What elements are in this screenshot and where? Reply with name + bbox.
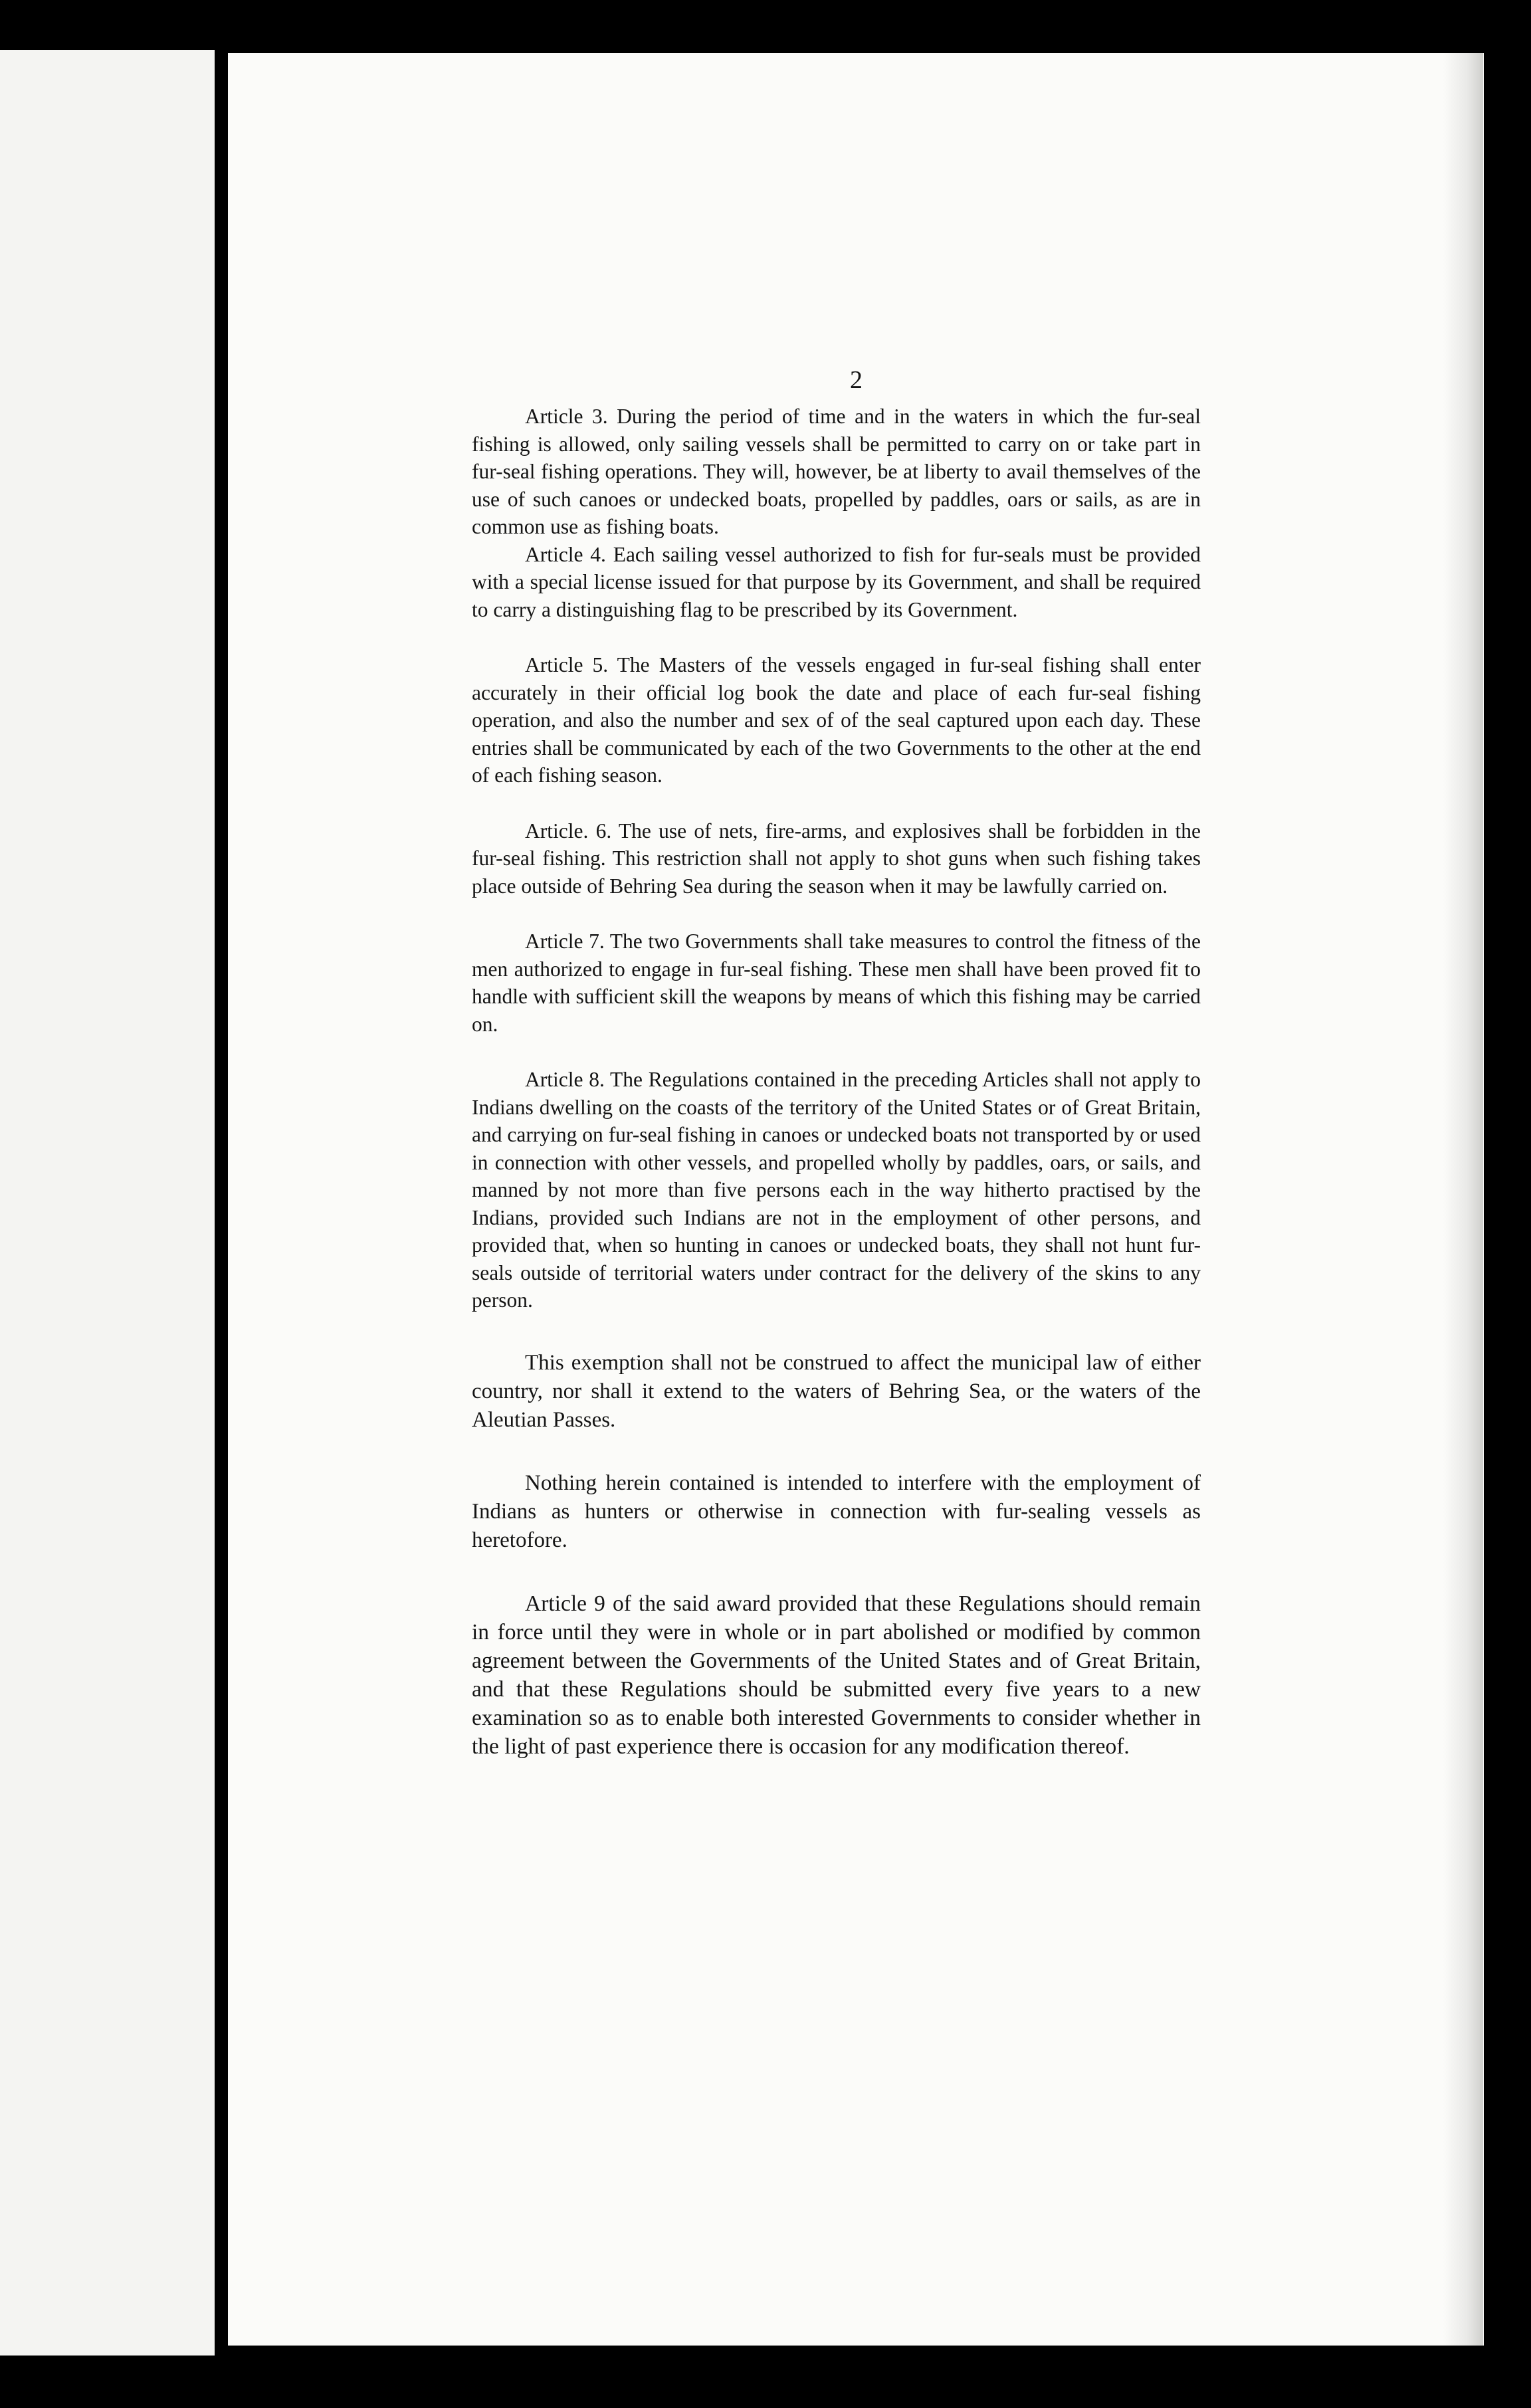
paragraph-exemption: This exemption shall not be construed to affect the municipal law of either country, nor shall it extend to the waters of Behring Sea, or the waters of the Aleutian Passes.: [472, 1350, 1201, 1432]
book-gutter: [215, 0, 228, 2408]
paragraph-article-5: Article 5. The Masters of the vessels engaged in fur-seal fishing shall enter accurately in their official log book the date and place of each fur-seal fishing operation, and also the number and sex of of the seal captured upon each day. These entries shall be communicated by each of the two Governments to the other at the end of each fishing season.: [472, 653, 1201, 787]
paragraph-article-7: Article 7. The two Governments shall take measures to control the fitness of the men authorized to engage in fur-seal fishing. These men shall have been proved fit to handle with sufficient skill the weapons by means of which this fishing may be carried on.: [472, 930, 1201, 1036]
document-body: [472, 364, 1201, 1761]
paragraph-article-6: Article. 6. The use of nets, fire-arms, and explosives shall be forbidden in the fur-seal fishing. This restriction shall not apply to shot guns when such fishing takes place outside of Behring Sea during the season when it may be lawfully carried on.: [472, 819, 1201, 898]
paragraph-article-9: Article 9 of the said award provided that these Regulations should remain in force until they were in whole or in part abolished or modified by common agreement between the Governments of the United States and of Great Britain, and that these Regulations should be submitted every five years to a new examination so as to enable both interested Governments to consider whether in the light of past experience there is occasion for any modification thereof.: [472, 1591, 1201, 1759]
paragraph-article-4: Article 4. Each sailing vessel authorized to fish for fur-seals must be provided with a special license issued for that purpose by its Government, and shall be required to carry a distinguishing flag to be prescribed by its Government.: [472, 542, 1201, 621]
page-edge-shadow: [1443, 53, 1483, 2346]
page-number: 2: [850, 366, 863, 394]
paragraph-article-8: Article 8. The Regulations contained in the preceding Articles shall not apply to Indians dwelling on the coasts of the territory of the United States or of Great Britain, and carrying on fur-seal fishing in canoes or undecked boats not transported by or used in connection with other vessels, and propelled wholly by paddles, oars, or sails, and manned by not more than five persons each in the way hitherto practised by the Indians, provided such Indians are not in the employment of other persons, and provided that, when so hunting in canoes or undecked boats, they shall not hunt fur-seals outside of territorial waters under contract for the delivery of the skins to any person.: [472, 1068, 1201, 1312]
previous-page-edge: [0, 50, 215, 2356]
paragraph-indians-employment: Nothing herein contained is intended to interfere with the employment of Indians as hunters or otherwise in connection with fur-sealing vessels as heretofore.: [472, 1470, 1201, 1552]
paragraph-article-3: Article 3. During the period of time and in the waters in which the fur-seal fishing is allowed, only sailing vessels shall be permitted to carry on or take part in fur-seal fishing operations. They will, however, be at liberty to avail themselves of the use of such canoes or undecked boats, propelled by paddles, oars or sails, as are in common use as fishing boats.: [472, 405, 1201, 538]
